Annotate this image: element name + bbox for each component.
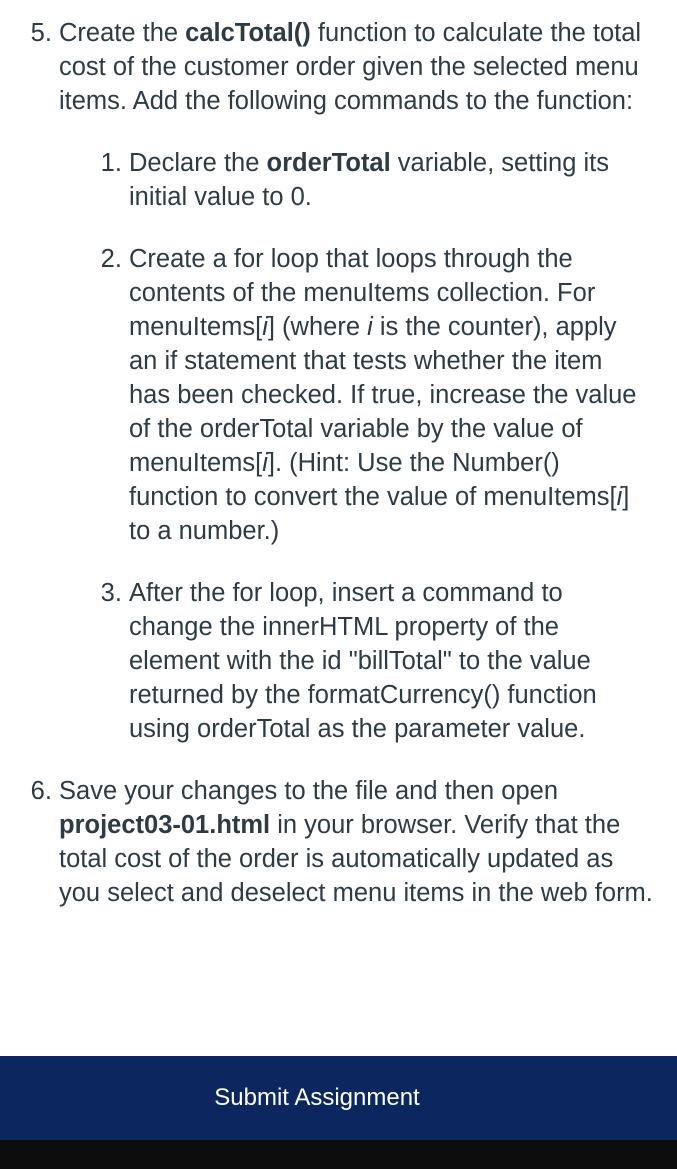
substep-1-rest: variable, setting its initial value to 0. [129, 149, 609, 211]
submit-assignment-button[interactable]: Submit Assignment [194, 1076, 439, 1120]
substep-2-b: ] (where [267, 313, 368, 341]
substep-1-code: orderTotal [266, 149, 391, 177]
substeps-list [59, 146, 657, 746]
substep-1 [129, 146, 657, 214]
step-5 [59, 16, 677, 746]
step-5-rest: function to calculate the total cost of the customer order given the selected menu items. Add the following commands to the function: [59, 19, 642, 115]
step-6-pre: Save your changes to the file and then open [59, 777, 559, 805]
substep-2-e: ] to a number.) [129, 483, 630, 545]
submit-bar [0, 1056, 677, 1140]
substep-3 [129, 576, 657, 746]
step-5-code: calcTotal() [185, 19, 311, 47]
step-6-code: project03-01.html [59, 811, 271, 839]
step-6 [59, 774, 677, 910]
steps-list [0, 16, 677, 910]
substep-3-text: After the for loop, insert a command to change the innerHTML property of the element with the id "billTotal" to the value returned by the formatCurrency() function using orderTotal as the parameter value. [129, 579, 597, 743]
substep-2-i3: i [262, 449, 268, 477]
substep-2-d: ]. (Hint: Use the Number() function to convert the value of menuItems[ [129, 449, 617, 511]
substep-2-i4: i [616, 483, 623, 511]
instructions-content [0, 16, 677, 938]
bottom-strip [0, 1140, 677, 1169]
step-5-intro: Create the [59, 19, 186, 47]
substep-2-i1: i [262, 313, 268, 341]
step-6-rest: in your browser. Verify that the total cost of the order is automatically updated as you select and deselect menu items in the web form. [59, 811, 653, 907]
substep-2-i2: i [367, 313, 373, 341]
substep-2-a: Create a for loop that loops through the contents of the menuItems collection. For menuItems[ [129, 245, 596, 341]
substep-2 [129, 242, 657, 548]
substep-1-pre: Declare the [129, 149, 267, 177]
substep-2-c: is the counter), apply an if statement that tests whether the item has been checked. If true, increase the value of the orderTotal variable by the value of menuItems[ [129, 313, 637, 477]
